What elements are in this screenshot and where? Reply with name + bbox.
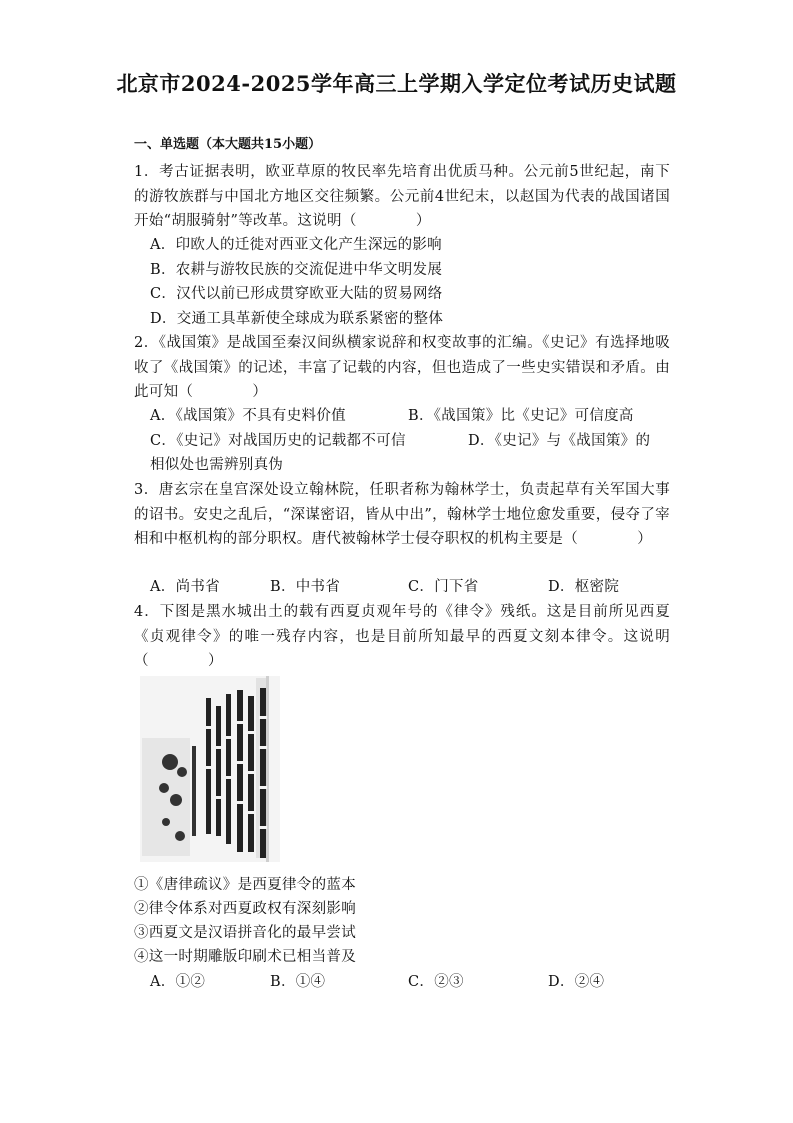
question-2-option-c[interactable]: C．《史记》对战国历史的记载都不可信: [150, 433, 406, 449]
question-1-option-a[interactable]: A．印欧人的迁徙对西亚文化产生深远的影响: [150, 237, 442, 253]
question-4-statement-1: ①《唐律疏议》是西夏律令的蓝本: [134, 877, 356, 893]
question-1-option-d[interactable]: D．交通工具革新使全球成为联系紧密的整体: [150, 311, 444, 327]
question-4-option-c[interactable]: C．②③: [408, 974, 464, 990]
question-3-option-a[interactable]: A．尚书省: [150, 579, 220, 595]
question-2-option-d[interactable]: D．《史记》与《战国策》的: [468, 433, 651, 449]
question-1-stem: 1．考古证据表明，欧亚草原的牧民率先培育出优质马种。公元前5世纪起，南下的游牧族群与中国北方地区交往频繁。公元前4世纪末，以赵国为代表的战国诸国开始“胡服骑射”等改革。这说明（ ）: [134, 164, 670, 229]
question-4-option-d[interactable]: D．②④: [548, 974, 605, 990]
question-3-option-b[interactable]: B．中书省: [270, 579, 341, 595]
question-1-option-b[interactable]: B．农耕与游牧民族的交流促进中华文明发展: [150, 262, 443, 278]
question-4-stem: 4．下图是黑水城出土的载有西夏贞观年号的《律令》残纸。这是目前所见西夏《贞观律令》的唯一残存内容，也是目前所知最早的西夏文刻本律令。这说明（ ）: [134, 604, 670, 669]
question-4-option-b[interactable]: B．①④: [270, 974, 326, 990]
question-1-option-c[interactable]: C．汉代以前已形成贯穿欧亚大陆的贸易网络: [150, 286, 443, 302]
question-4-statement-4: ④这一时期雕版印刷术已相当普及: [134, 949, 356, 965]
manuscript-fragment-image: [140, 676, 280, 862]
question-2-option-d-continued: 相似处也需辨别真伪: [150, 457, 284, 473]
section-heading: 一、单选题（本大题共15小题）: [134, 137, 322, 152]
question-4-option-a[interactable]: A．①②: [150, 974, 206, 990]
question-3-stem: 3．唐玄宗在皇宫深处设立翰林院，任职者称为翰林学士，负责起草有关军国大事的诏书。安史之乱后，“深谋密诏，皆从中出”，翰林学士地位愈发重要，侵夺了宰相和中枢机构的部分职权。唐代被翰林学士侵夺职权的机构主要是（ ）: [134, 482, 670, 547]
question-3-option-d[interactable]: D．枢密院: [548, 579, 620, 595]
page-title: 北京市2024-2025学年高三上学期入学定位考试历史试题: [116, 71, 677, 96]
question-3-option-c[interactable]: C．门下省: [408, 579, 479, 595]
question-4-statement-2: ②律令体系对西夏政权有深刻影响: [134, 901, 356, 917]
question-4-statement-3: ③西夏文是汉语拼音化的最早尝试: [134, 925, 356, 941]
question-2-stem: 2．《战国策》是战国至秦汉间纵横家说辞和权变故事的汇编。《史记》有选择地吸收了《战国策》的记述，丰富了记载的内容，但也造成了一些史实错误和矛盾。由此可知（ ）: [134, 335, 670, 400]
question-2-option-a[interactable]: A．《战国策》不具有史料价值: [150, 408, 346, 424]
question-2-option-b[interactable]: B．《战国策》比《史记》可信度高: [408, 408, 634, 424]
